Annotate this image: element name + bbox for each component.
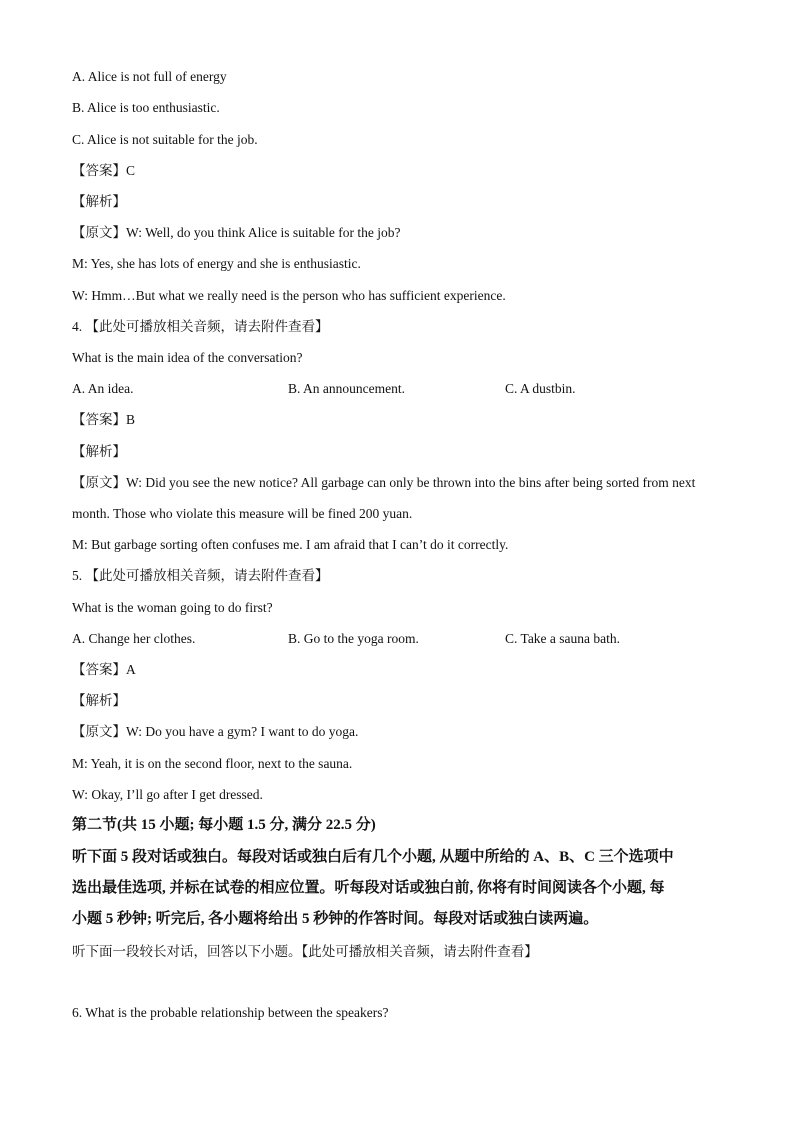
q4-option-c: C. A dustbin. [505, 381, 576, 396]
dialogue-intro: 听下面一段较长对话，回答以下小题。【此处可播放相关音频，请去附件查看】 [72, 944, 538, 959]
q4-question: What is the main idea of the conversation? [72, 350, 303, 365]
q5-transcript-2: M: Yeah, it is on the second floor, next to the sauna. [72, 756, 353, 771]
q5-title: 5. 【此处可播放相关音频，请去附件查看】 [72, 568, 329, 583]
q3-transcript-1: 【原文】W: Well, do you think Alice is suitable for the job? [72, 225, 401, 240]
q3-transcript-2: M: Yes, she has lots of energy and she is enthusiastic. [72, 256, 361, 271]
q3-analysis: 【解析】 [72, 194, 126, 209]
q3-answer: 【答案】C [72, 163, 136, 178]
q3-option-a: A. Alice is not full of energy [72, 69, 227, 84]
q4-transcript-2: month. Those who violate this measure will be fined 200 yuan. [72, 506, 413, 521]
q4-option-a: A. An idea. [72, 381, 134, 396]
q6-question: 6. What is the probable relationship between the speakers? [72, 1005, 389, 1020]
q5-option-c: C. Take a sauna bath. [505, 631, 621, 646]
section-instructions-1: 听下面 5 段对话或独白。每段对话或独白后有几个小题, 从题中所给的 A、B、C 三个选项中 [72, 849, 674, 865]
q5-transcript-3: W: Okay, I’ll go after I get dressed. [72, 787, 263, 802]
q4-answer: 【答案】B [72, 412, 136, 427]
q4-option-b: B. An announcement. [288, 381, 405, 396]
q4-title: 4. 【此处可播放相关音频，请去附件查看】 [72, 319, 329, 334]
q5-answer: 【答案】A [72, 662, 136, 677]
section-instructions-2: 选出最佳选项, 并标在试卷的相应位置。听每段对话或独白前, 你将有时间阅读各个小题, 每 [72, 880, 665, 896]
q4-analysis: 【解析】 [72, 444, 126, 459]
q3-transcript-3: W: Hmm…But what we really need is the person who has sufficient experience. [72, 288, 506, 303]
q4-transcript-3: M: But garbage sorting often confuses me. I am afraid that I can’t do it correctly. [72, 537, 509, 552]
section-heading: 第二节(共 15 小题; 每小题 1.5 分, 满分 22.5 分) [72, 817, 376, 833]
q4-transcript-1: 【原文】W: Did you see the new notice? All garbage can only be thrown into the bins after being sorted from next [72, 475, 696, 490]
q5-option-a: A. Change her clothes. [72, 631, 196, 646]
q3-option-c: C. Alice is not suitable for the job. [72, 132, 258, 147]
q3-option-b: B. Alice is too enthusiastic. [72, 100, 220, 115]
q5-option-b: B. Go to the yoga room. [288, 631, 419, 646]
q5-question: What is the woman going to do first? [72, 600, 273, 615]
q5-analysis: 【解析】 [72, 693, 126, 708]
q5-transcript-1: 【原文】W: Do you have a gym? I want to do yoga. [72, 724, 359, 739]
section-instructions-3: 小题 5 秒钟; 听完后, 各小题将给出 5 秒钟的作答时间。每段对话或独白读两遍。 [72, 911, 599, 927]
